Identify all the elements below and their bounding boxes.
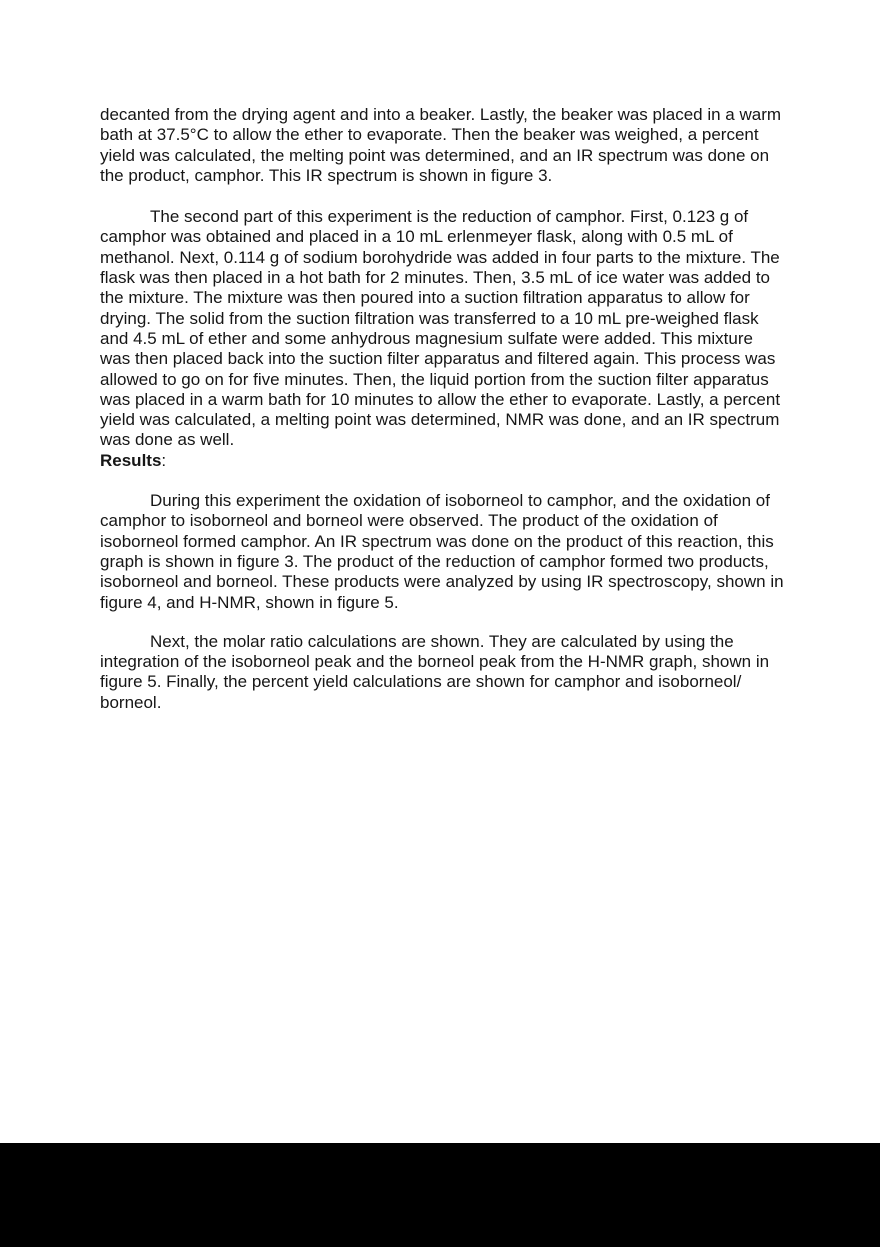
results-section-heading <box>100 451 784 471</box>
page-content <box>100 105 784 713</box>
page-bottom-black-bar <box>0 1143 880 1247</box>
body-paragraph-reduction-procedure: The second part of this experiment is the reduction of camphor. First, 0.123 g of camphor was obtained and placed in a 10 mL erlenmeyer flask, along with 0.5 mL of methanol. Next, 0.114 g of sodium borohydride was added in four parts to the mixture. The flask was then placed in a hot bath for 2 minutes. Then, 3.5 mL of ice water was added to the mixture. The mixture was then poured into a suction filtration apparatus to allow for drying. The solid from the suction filtration was transferred to a 10 mL pre-weighed flask and 4.5 mL of ether and some anhydrous magnesium sulfate were added. This mixture was then placed back into the suction filter apparatus and filtered again. This process was allowed to go on for five minutes. Then, the liquid portion from the suction filter apparatus was placed in a warm bath for 10 minutes to allow the ether to evaporate. Lastly, a percent yield was calculated, a melting point was determined, NMR was done, and an IR spectrum was done as well. <box>100 207 781 450</box>
results-heading-label: Results <box>100 450 162 470</box>
results-heading-colon: : <box>161 450 167 470</box>
body-paragraph-results-overview: During this experiment the oxidation of isoborneol to camphor, and the oxidation of camphor to isoborneol and borneol were observed. The product of the oxidation of isoborneol formed camphor. An IR spectrum was done on the product of this reaction, this graph is shown in figure 3. The product of the reduction of camphor formed two products, isoborneol and borneol. These products were analyzed by using IR spectroscopy, shown in figure 4, and H-NMR, shown in figure 5. <box>100 491 784 612</box>
body-paragraph-procedure-continued: decanted from the drying agent and into a beaker. Lastly, the beaker was placed in a warm bath at 37.5°C to allow the ether to evaporate. Then the beaker was weighed, a percent yield was calculated, the melting point was determined, and an IR spectrum was done on the product, camphor. This IR spectrum is shown in figure 3. <box>100 105 782 185</box>
body-paragraph-molar-ratio: Next, the molar ratio calculations are shown. They are calculated by using the integration of the isoborneol peak and the borneol peak from the H-NMR graph, shown in figure 5. Finally, the percent yield calculations are shown for camphor and isoborneol/ borneol. <box>100 631 770 712</box>
